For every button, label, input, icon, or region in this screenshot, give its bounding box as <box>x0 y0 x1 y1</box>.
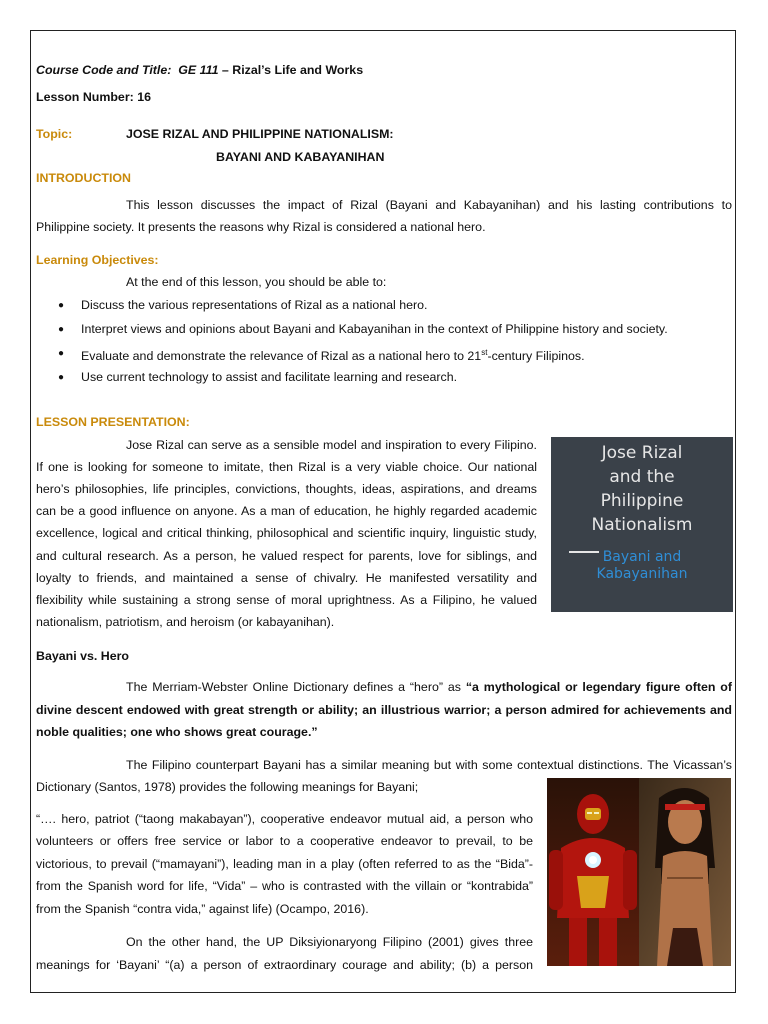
cover-title-line: Nationalism <box>591 515 693 535</box>
lesson-cover-image <box>551 437 733 612</box>
cover-title-line: and the <box>609 467 675 487</box>
introduction-line: This lesson discusses the impact of Rizal (Bayani and Kabayanihan) and his lasting contributions to <box>126 198 732 212</box>
mw-quote-line: divine descent endowed with great strength or ability; an illustrious warrior; a person admired for achievements and <box>36 703 732 717</box>
course-title: – Rizal’s Life and Works <box>218 63 364 77</box>
presentation-line: can be a good influence on anyone. As a man of education, he highly regarded academic <box>36 504 537 518</box>
course-line <box>36 62 363 78</box>
presentation-line: and cultural research. As a person, he valued respect for parents, love for siblings, and <box>36 549 537 563</box>
cover-title <box>551 441 733 537</box>
vicassan-quote-line: from the Spanish word for life, “Vida” – who is contrasted with the villain or “kontrabida” <box>36 879 533 893</box>
bayani-hero-figure <box>655 788 715 966</box>
presentation-line: flexibility while sustaining a strong sense of moral uprightness. As a Filipino, he valued <box>36 593 537 607</box>
topic-line-2: BAYANI AND KABAYANIHAN <box>216 150 385 164</box>
lesson-number: Lesson Number: 16 <box>36 90 151 104</box>
objective-item-text: Evaluate and demonstrate the relevance of Rizal as a national hero to 21 <box>81 349 482 364</box>
presentation-line: Jose Rizal can serve as a sensible model and inspiration to every Filipino. <box>126 438 537 452</box>
introduction-heading: INTRODUCTION <box>36 171 131 185</box>
bullet-icon: ● <box>58 324 65 335</box>
mw-lead: The Merriam-Webster Online Dictionary defines a “hero” as <box>126 680 466 694</box>
topic-label: Topic: <box>36 127 73 141</box>
presentation-line: loyalty to friends, and maintained a sense of chivalry. He manifested versatility and <box>36 571 537 585</box>
presentation-line: nationalism, patriotism, and heroism (or kabayanihan). <box>36 615 335 629</box>
up-dictionary-line: On the other hand, the UP Diksiyionaryong Filipino (2001) gives three <box>126 935 533 949</box>
introduction-line: Philippine society. It presents the reasons why Rizal is considered a national hero. <box>36 220 486 234</box>
filipino-line: The Filipino counterpart Bayani has a similar meaning but with some contextual distinctions. The Vicassan’s <box>126 758 732 772</box>
objective-item: Discuss the various representations of Rizal as a national hero. <box>81 298 428 312</box>
merriam-webster-line <box>126 679 732 695</box>
presentation-line: hero’s philosophies, life principles, convictions, thoughts, ideas, aspirations, and dreams <box>36 482 537 496</box>
objective-item-tail: -century Filipinos. <box>487 349 585 364</box>
bullet-icon: ● <box>58 372 65 383</box>
cover-subtitle-line: Bayani and <box>602 549 682 565</box>
hero-illustration <box>547 778 731 966</box>
topic-line-1: JOSE RIZAL AND PHILIPPINE NATIONALISM: <box>126 127 394 141</box>
objectives-heading: Learning Objectives: <box>36 253 159 267</box>
hero-comparison-image <box>547 778 731 966</box>
presentation-heading: LESSON PRESENTATION: <box>36 415 190 429</box>
up-dictionary-line: meanings for ‘Bayani’ “(a) a person of extraordinary courage and ability; (b) a person <box>36 958 533 972</box>
mw-quote: “a mythological or legendary figure often of <box>465 680 732 694</box>
cover-subtitle-line: Kabayanihan <box>596 566 688 582</box>
objectives-lead: At the end of this lesson, you should be able to: <box>126 275 387 289</box>
vicassan-quote-line: “…. hero, patriot (“taong makabayan”), cooperative endeavor mutual aid, a person who <box>36 812 533 826</box>
objective-superscript: st <box>481 348 488 357</box>
vicassan-quote-line: volunteers or offers free service or labor to a cooperative endeavor to prevail, to be <box>36 834 533 848</box>
bullet-icon: ● <box>58 300 65 311</box>
course-label: Course Code and Title: <box>36 63 172 77</box>
bayani-heading: Bayani vs. Hero <box>36 649 129 663</box>
presentation-line: If one is looking for someone to imitate, then Rizal is a very viable choice. Our national <box>36 460 537 474</box>
bullet-icon: ● <box>58 348 65 359</box>
course-code: GE 111 <box>178 63 219 77</box>
objective-item <box>81 345 585 364</box>
filipino-line: Dictionary (Santos, 1978) provides the following meanings for Bayani; <box>36 780 419 794</box>
presentation-line: excellence, logical and critical thinking, philosophical and scientific inquiry, linguistic study, <box>36 526 537 540</box>
vicassan-quote-line: victorious, to prevail (“mamayani”), leading man in a play (often referred to as the “Bida”- <box>36 857 533 871</box>
cover-subtitle <box>551 549 733 583</box>
mw-quote-line: noble qualities; one who shows great courage.” <box>36 725 318 739</box>
vicassan-quote-line: from the Spanish “contra vida,” against life) (Ocampo, 2016). <box>36 902 369 916</box>
cover-title-line: Philippine <box>600 491 684 511</box>
cover-title-line: Jose Rizal <box>601 443 683 463</box>
objective-item: Interpret views and opinions about Bayani and Kabayanihan in the context of Philippine history and society. <box>81 322 668 336</box>
objective-item: Use current technology to assist and facilitate learning and research. <box>81 370 458 384</box>
